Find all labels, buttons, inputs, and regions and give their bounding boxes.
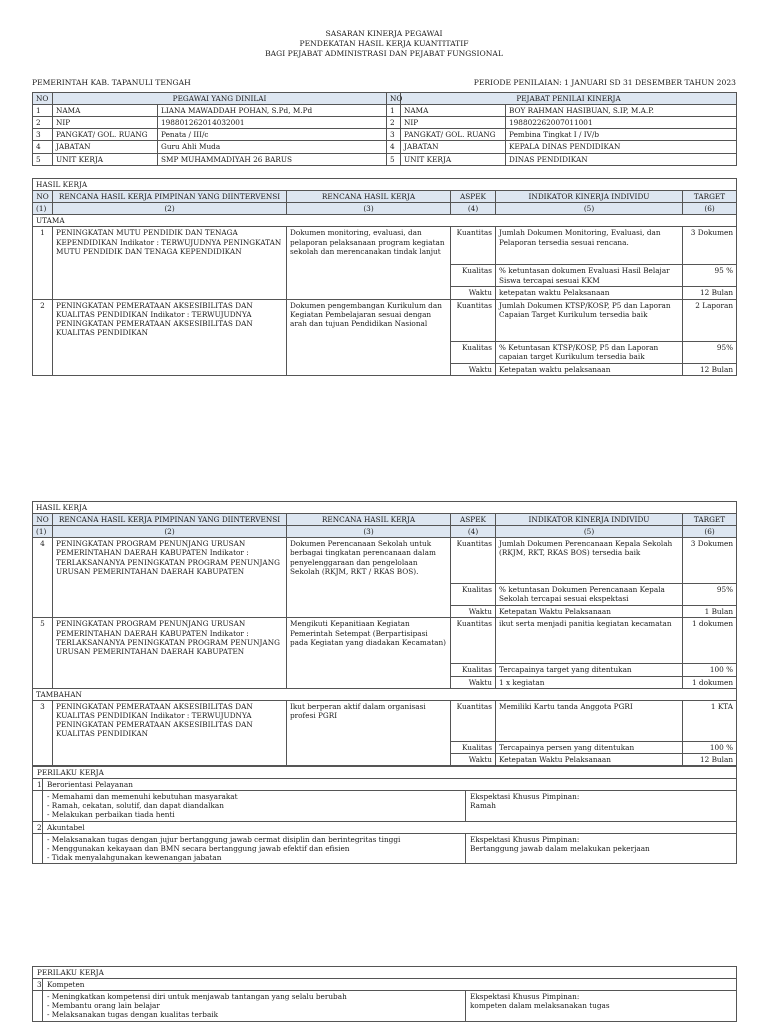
ekspektasi-label: Ekspektasi Khusus Pimpinan: (470, 992, 580, 1002)
indikator: Ketepatan waktu pelaksanaan (496, 363, 683, 375)
target: 12 Bulan (683, 287, 737, 299)
header-indikator: INDIKATOR KINERJA INDIVIDU (496, 191, 683, 203)
aspek: Kualitas (451, 741, 496, 753)
rhk-pimpinan: PENINGKATAN PROGRAM PENUNJANG URUSAN PEMERINTAHAN DAERAH KABUPATEN Indikator : TERLAKSANANYA PENINGKATAN PROGRAM PENUNJANG URUSAN PEMERINTAHAN DAERAH KABUPATEN (53, 538, 287, 618)
identity-row (33, 117, 737, 129)
perilaku-title-row (33, 979, 737, 991)
pegawai-value: 198801262014032001 (158, 117, 387, 129)
rhk: Mengikuti Kepanitiaan Kegiatan Pemerintah Setempat (Berpartisipasi pada Kegiatan yang diadakan Kecamatan) (287, 618, 451, 688)
target: 1 KTA (683, 700, 737, 741)
perilaku-section-2 (32, 966, 736, 1022)
row-no: 3 (33, 129, 53, 141)
tambahan (33, 688, 737, 700)
field-label: UNIT KERJA (53, 153, 158, 165)
field-label: PANGKAT/ GOL. RUANG (53, 129, 158, 141)
aspek: Kuantitas (451, 618, 496, 664)
column-number: (2) (53, 203, 287, 215)
header-rhk-pimpinan: RENCANA HASIL KERJA PIMPINAN YANG DIINTERVENSI (53, 191, 287, 203)
target: 1 dokumen (683, 618, 737, 664)
period: PERIODE PENILAIAN: 1 JANUARI SD 31 DESEMBER TAHUN 2023 (473, 78, 736, 87)
ekspektasi-cell (466, 833, 737, 863)
hasil-kerja-section-2 (32, 501, 736, 864)
identity-row (33, 141, 737, 153)
target: 1 dokumen (683, 676, 737, 688)
result-row (33, 299, 737, 341)
perilaku-bullets: - Memahami dan memenuhi kebutuhan masyarakat - Ramah, cekatan, solutif, dan dapat diandalkan - Melakukan perbaikan tiada henti (43, 791, 466, 821)
header-target: TARGET (683, 191, 737, 203)
identity-row (33, 129, 737, 141)
header-rhk: RENCANA HASIL KERJA (287, 514, 451, 526)
aspek: Waktu (451, 676, 496, 688)
title-line-3: BAGI PEJABAT ADMINISTRASI DAN PEJABAT FUNGSIONAL (265, 49, 503, 58)
row-no: 5 (33, 153, 53, 165)
header-target: TARGET (683, 514, 737, 526)
section-row (33, 179, 737, 191)
target: 12 Bulan (683, 363, 737, 375)
indikator: % ketuntasan dokumen Evaluasi Hasil Belajar Siswa tercapai sesuai KKM (496, 265, 683, 287)
indikator: ketepatan waktu Pelaksanaan (496, 287, 683, 299)
item-no: 3 (33, 700, 53, 765)
header-no: NO (33, 514, 53, 526)
column-number: (5) (496, 203, 683, 215)
aspek: Waktu (451, 287, 496, 299)
ekspektasi-cell (466, 991, 737, 1021)
column-header (33, 514, 737, 526)
perilaku-no: 1 (33, 779, 43, 791)
target: 100 % (683, 741, 737, 753)
header-rhk: RENCANA HASIL KERJA (287, 191, 451, 203)
rhk-pimpinan: PENINGKATAN PEMERATAAN AKSESIBILITAS DAN KUALITAS PENDIDIKAN Indikator : TERWUJUDNYA PENINGKATAN PEMERATAAN AKSESIBILITAS DAN KUALITAS PENDIDIKAN (53, 700, 287, 765)
column-header (33, 191, 737, 203)
column-number: (2) (53, 526, 287, 538)
aspek: Kuantitas (451, 299, 496, 341)
header-pegawai: PEGAWAI YANG DINILAI (53, 93, 387, 105)
rhk-pimpinan: PENINGKATAN PROGRAM PENUNJANG URUSAN PEMERINTAHAN DAERAH KABUPATEN Indikator : TERLAKSANANYA PENINGKATAN PROGRAM PENUNJANG URUSAN PEMERINTAHAN DAERAH KABUPATEN (53, 618, 287, 688)
header-indikator: INDIKATOR KINERJA INDIVIDU (496, 514, 683, 526)
ekspektasi-cell (466, 791, 737, 821)
aspek: Kuantitas (451, 538, 496, 584)
header-no: NO (33, 93, 53, 105)
result-row (33, 618, 737, 664)
perilaku-section-title: PERILAKU KERJA (33, 967, 737, 979)
target: 3 Dokumen (683, 538, 737, 584)
aspek: Waktu (451, 363, 496, 375)
target: 2 Laporan (683, 299, 737, 341)
identity-row (33, 105, 737, 117)
utama (33, 215, 737, 227)
aspek: Kualitas (451, 265, 496, 287)
hasil-kerja-section-1 (32, 178, 736, 376)
aspek: Kualitas (451, 664, 496, 676)
result-row (33, 227, 737, 265)
column-number: (4) (451, 203, 496, 215)
item-no: 5 (33, 618, 53, 688)
column-number: (3) (287, 526, 451, 538)
item-no: 1 (33, 227, 53, 299)
identity-row (33, 153, 737, 165)
aspek: Waktu (451, 753, 496, 765)
ekspektasi-value: Ramah (470, 801, 496, 811)
ekspektasi-label: Ekspektasi Khusus Pimpinan: (470, 834, 580, 844)
utama-label: UTAMA (33, 215, 737, 227)
ekspektasi-value: kompeten dalam melaksanakan tugas (470, 1001, 610, 1011)
indikator: % Ketuntasan KTSP/KOSP, P5 dan Laporan capaian target Kurikulum tersedia baik (496, 341, 683, 363)
indikator: Tercapainya persen yang ditentukan (496, 741, 683, 753)
tambahan-label: TAMBAHAN (33, 688, 737, 700)
aspek: Kualitas (451, 341, 496, 363)
perilaku-detail-row (33, 791, 737, 821)
organization: PEMERINTAH KAB. TAPANULI TENGAH (32, 78, 191, 87)
perilaku-table-2 (32, 966, 737, 1022)
penilai-value: BOY RAHMAN HASIBUAN, S.IP, M.A.P. (506, 105, 737, 117)
row-no: 3 (387, 129, 401, 141)
perilaku-table-1 (32, 766, 737, 864)
meta-row (32, 78, 736, 87)
header-aspek: ASPEK (451, 191, 496, 203)
penilai-value: Pembina Tingkat I / IV/b (506, 129, 737, 141)
perilaku-bullets: - Melaksanakan tugas dengan jujur bertanggung jawab cermat disiplin dan berintegritas tinggi - Menggunakan kekayaan dan BMN secara bertanggung jawab efektif dan efisien - Tidak menyalahgunakan kewenangan jabatan (43, 833, 466, 863)
row-no: 4 (387, 141, 401, 153)
item-no: 2 (33, 299, 53, 375)
indikator: ikut serta menjadi panitia kegiatan kecamatan (496, 618, 683, 664)
pegawai-value: SMP MUHAMMADIYAH 26 BARUS (158, 153, 387, 165)
ekspektasi-value: Bertanggung jawab dalam melakukan pekerjaan (470, 843, 650, 853)
header-no-2: NO (387, 93, 401, 105)
perilaku-no: 3 (33, 979, 43, 991)
field-label: PANGKAT/ GOL. RUANG (401, 129, 506, 141)
identity-section (32, 92, 736, 166)
column-numbers (33, 203, 737, 215)
perilaku-title: Kompeten (43, 979, 737, 991)
column-number: (6) (683, 203, 737, 215)
row-no: 5 (387, 153, 401, 165)
target: 3 Dokumen (683, 227, 737, 265)
pegawai-value: Guru Ahli Muda (158, 141, 387, 153)
target: 95% (683, 584, 737, 606)
rhk: Dokumen Perencanaan Sekolah untuk berbagai tingkatan perencanaan dalam penyelenggaraan dan pengelolaan Sekolah (RKJM, RKT / RKAS BOS). (287, 538, 451, 618)
row-no: 4 (33, 141, 53, 153)
indikator: 1 x kegiatan (496, 676, 683, 688)
indikator: Ketepatan Waktu Pelaksanaan (496, 606, 683, 618)
rhk-pimpinan: PENINGKATAN MUTU PENDIDIK DAN TENAGA KEPENDIDIKAN Indikator : TERWUJUDNYA PENINGKATAN MUTU PENDIDIK DAN TENAGA KEPENDIDIKAN (53, 227, 287, 299)
ekspektasi-label: Ekspektasi Khusus Pimpinan: (470, 792, 580, 802)
perilaku-indent (33, 791, 43, 821)
target: 95 % (683, 265, 737, 287)
title-line-1: SASARAN KINERJA PEGAWAI (325, 29, 443, 38)
perilaku-bullets: - Meningkatkan kompetensi diri untuk menjawab tantangan yang selalu berubah - Membantu orang lain belajar - Melaksanakan tugas dengan kualitas terbaik (43, 991, 466, 1021)
perilaku-title-row (33, 779, 737, 791)
perilaku-detail-row (33, 991, 737, 1021)
target: 95% (683, 341, 737, 363)
result-row (33, 700, 737, 741)
section-title: HASIL KERJA (33, 179, 737, 191)
column-number: (6) (683, 526, 737, 538)
perilaku-no: 2 (33, 821, 43, 833)
indikator: Jumlah Dokumen Perencanaan Kepala Sekolah (RKJM, RKT, RKAS BOS) tersedia baik (496, 538, 683, 584)
header-rhk-pimpinan: RENCANA HASIL KERJA PIMPINAN YANG DIINTERVENSI (53, 514, 287, 526)
penilai-value: KEPALA DINAS PENDIDIKAN (506, 141, 737, 153)
perilaku-detail-row (33, 833, 737, 863)
column-number: (1) (33, 203, 53, 215)
rhk: Dokumen monitoring, evaluasi, dan pelaporan pelaksanaan program kegiatan sekolah dan merencanakan tindak lanjut (287, 227, 451, 299)
field-label: NIP (53, 117, 158, 129)
column-number: (4) (451, 526, 496, 538)
pegawai-value: Penata / III/c (158, 129, 387, 141)
perilaku-section-row (33, 766, 737, 778)
hasil-kerja-table-2 (32, 501, 737, 766)
target: 100 % (683, 664, 737, 676)
rhk: Ikut berperan aktif dalam organisasi profesi PGRI (287, 700, 451, 765)
aspek: Waktu (451, 606, 496, 618)
section-title: HASIL KERJA (33, 502, 737, 514)
row-no: 1 (33, 105, 53, 117)
row-no: 1 (387, 105, 401, 117)
column-number: (3) (287, 203, 451, 215)
perilaku-section-title: PERILAKU KERJA (33, 766, 737, 778)
field-label: JABATAN (53, 141, 158, 153)
rhk: Dokumen pengembangan Kurikulum dan Kegiatan Pembelajaran sesuai dengan arah dan tujuan Pendidikan Nasional (287, 299, 451, 375)
field-label: NIP (401, 117, 506, 129)
item-no: 4 (33, 538, 53, 618)
aspek: Kuantitas (451, 700, 496, 741)
perilaku-section-row (33, 967, 737, 979)
indikator: Ketepatan Waktu Pelaksanaan (496, 753, 683, 765)
identity-header (33, 93, 737, 105)
hasil-kerja-table-1 (32, 178, 737, 376)
aspek: Kualitas (451, 584, 496, 606)
identity-table (32, 92, 737, 166)
perilaku-title: Berorientasi Pelayanan (43, 779, 737, 791)
row-no: 2 (33, 117, 53, 129)
field-label: NAMA (53, 105, 158, 117)
field-label: JABATAN (401, 141, 506, 153)
result-row (33, 538, 737, 584)
target: 12 Bulan (683, 753, 737, 765)
document-title (32, 29, 736, 59)
perilaku-title: Akuntabel (43, 821, 737, 833)
indikator: Jumlah Dokumen KTSP/KOSP, P5 dan Laporan Capaian Target Kurikulum tersedia baik (496, 299, 683, 341)
field-label: NAMA (401, 105, 506, 117)
pegawai-value: LIANA MAWADDAH POHAN, S.Pd, M.Pd (158, 105, 387, 117)
penilai-value: 198802262007011001 (506, 117, 737, 129)
indikator: Memiliki Kartu tanda Anggota PGRI (496, 700, 683, 741)
title-line-2: PENDEKATAN HASIL KERJA KUANTITATIF (299, 39, 469, 48)
indikator: % ketuntasan Dokumen Perencanaan Kepala Sekolah tercapai sesuai ekspektasi (496, 584, 683, 606)
section-row (33, 502, 737, 514)
field-label: UNIT KERJA (401, 153, 506, 165)
column-number: (1) (33, 526, 53, 538)
column-number: (5) (496, 526, 683, 538)
header-penilai: PEJABAT PENILAI KINERJA (401, 93, 737, 105)
aspek: Kuantitas (451, 227, 496, 265)
row-no: 2 (387, 117, 401, 129)
perilaku-title-row (33, 821, 737, 833)
column-numbers (33, 526, 737, 538)
perilaku-indent (33, 991, 43, 1021)
penilai-value: DINAS PENDIDIKAN (506, 153, 737, 165)
target: 1 Bulan (683, 606, 737, 618)
perilaku-indent (33, 833, 43, 863)
rhk-pimpinan: PENINGKATAN PEMERATAAN AKSESIBILITAS DAN KUALITAS PENDIDIKAN Indikator : TERWUJUDNYA PENINGKATAN PEMERATAAN AKSESIBILITAS DAN KUALITAS PENDIDIKAN (53, 299, 287, 375)
header-no: NO (33, 191, 53, 203)
header-aspek: ASPEK (451, 514, 496, 526)
indikator: Tercapainya target yang ditentukan (496, 664, 683, 676)
indikator: Jumlah Dokumen Monitoring, Evaluasi, dan Pelaporan tersedia sesuai rencana. (496, 227, 683, 265)
